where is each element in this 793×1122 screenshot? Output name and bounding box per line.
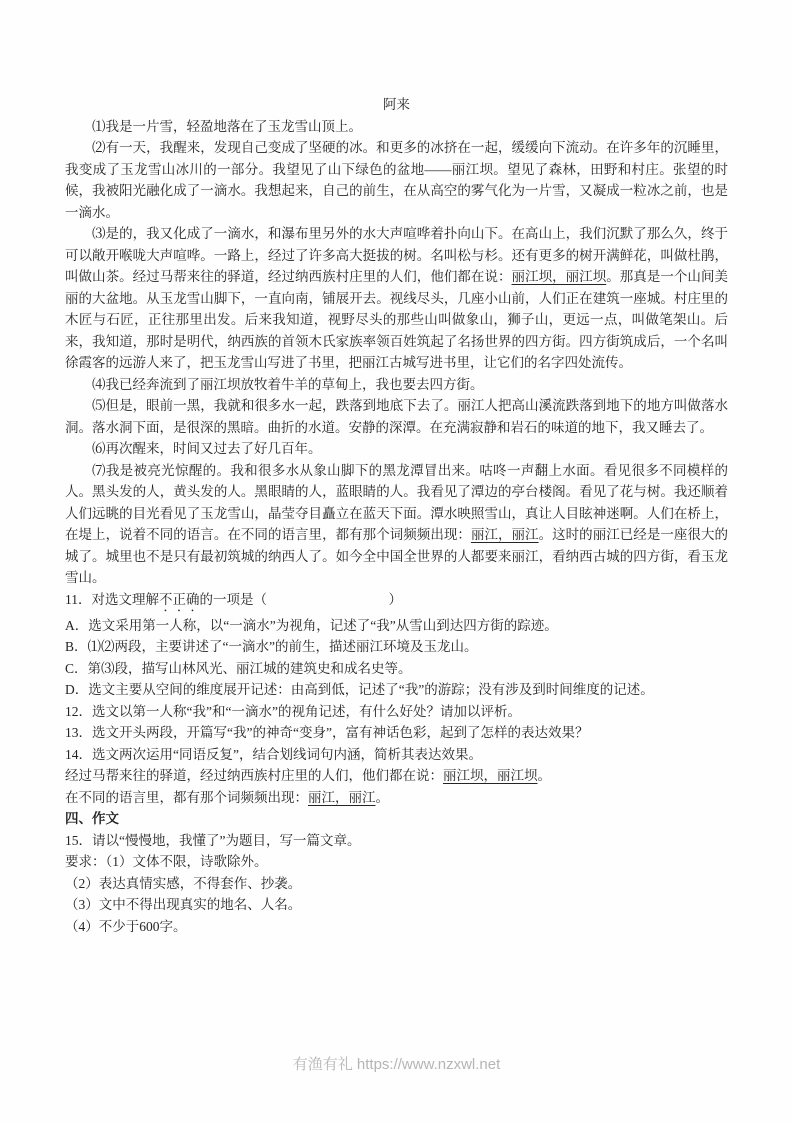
text-run: ⑸但是，眼前一黑，我就和很多水一起，跌落到地底下去了。丽江人把高山溪流跌落到地下的地方叫做落水洞。落水洞下面，是很深的黑暗。曲折的水道。安静的深潭。在充满寂静和岩石的味道的地下，我又睡去了。 [65, 398, 728, 435]
text-run: 12．选文以第一人称“我”和“一滴水”的视角记述，有什么好处？请加以评析。 [65, 703, 521, 719]
choice-C [65, 658, 728, 680]
underlined-phrase: 丽江，丽江 [470, 527, 539, 542]
essay-requirement-2 [65, 873, 728, 895]
text-run: 四、作文 [65, 811, 119, 826]
quoted-line-2 [65, 787, 728, 809]
text-run: D．选文主要从空间的维度展开记述：由高到低，记述了“我”的游踪；没有涉及到时间维度的记述。 [65, 682, 654, 697]
text-run: 13．选文开头两段，开篇写“我”的神奇“变身”，富有神话色彩，起到了怎样的表达效果？ [65, 725, 589, 740]
passage-paragraph-7 [65, 460, 728, 589]
text-run: C．第⑶段，描写山林风光、丽江城的建筑史和成名史等。 [65, 660, 412, 676]
question-13 [65, 722, 728, 744]
text-run: （4）不少于600字。 [65, 918, 187, 934]
text-run: 要求：（1）文体不限，诗歌除外。 [65, 854, 268, 869]
page-footer-watermark: 有渔有礼 https://www.nzxwl.net [292, 1056, 501, 1073]
passage-paragraph-4 [65, 374, 728, 396]
text-run: ⑺我是被亮光惊醒的。我和很多水从象山脚下的黑龙潭冒出来。咕咚一声翻上水面。看见很多不同模样的人。黑头发的人，黄头发的人。黑眼睛的人，蓝眼睛的人。我看见了潭边的亭台楼阁。看见了花与树。我还顺着人们远眺的目光看见了玉龙雪山，晶莹夺目矗立在蓝天下面。潭水映照雪山，真让人目眩神迷啊。人们在桥上，在堤上，说着不同的语言。在不同的语言里，都有那个词频频出现： [65, 462, 728, 542]
text-run: ⑴我是一片雪，轻盈地落在了玉龙雪山顶上。 [92, 118, 362, 134]
choice-B [65, 636, 728, 658]
text-run: 阿来 [383, 97, 410, 112]
passage-paragraph-2 [65, 137, 728, 223]
essay-requirement-3 [65, 894, 728, 916]
emphasis-dotted-phrase: 不正确 [159, 591, 200, 607]
underlined-phrase: 丽江，丽江 [308, 789, 376, 805]
essay-requirement-4 [65, 916, 728, 938]
underlined-phrase: 丽江坝，丽江坝 [511, 269, 607, 284]
text-run: 。 [537, 768, 551, 783]
text-run: ⑹再次醒来，时间又过去了好几百年。 [92, 441, 322, 456]
text-run: ⑷我已经奔流到了丽江坝放牧着牛羊的草甸上，我也要去四方街。 [92, 376, 484, 392]
question-14 [65, 744, 728, 766]
underlined-phrase: 丽江坝，丽江坝 [443, 768, 538, 783]
document-body [65, 94, 728, 937]
text-run: 15．请以“慢慢地，我懂了”为题目，写一篇文章。 [65, 832, 361, 848]
section-heading-essay [65, 808, 728, 830]
text-run: 经过马帮来往的驿道，经过纳西族村庄里的人们，他们都在说： [65, 768, 443, 783]
text-run: B．⑴⑵两段，主要讲述了“一滴水”的前生，描述丽江环境及玉龙山。 [65, 639, 478, 654]
text-run: 。 [375, 789, 389, 805]
text-run: ⑵有一天，我醒来，发现自己变成了坚硬的冰。和更多的冰挤在一起，缓缓向下流动。在许多年的沉睡里，我变成了玉龙雪山冰川的一部分。我望见了山下绿色的盆地——丽江坝。望见了森林，田野和村庄。张望的时候，我被阳光融化成了一滴水。我想起来，自己的前生，在从高空的雾气化为一片雪，又凝成一粒冰之前，也是一滴水。 [65, 140, 728, 220]
text-run: 14．选文两次运用“同语反复”，结合划线词句内涵，简析其表达效果。 [65, 746, 482, 762]
question-15 [65, 830, 728, 852]
passage-paragraph-6 [65, 438, 728, 460]
passage-paragraph-5 [65, 395, 728, 438]
question-11 [65, 589, 728, 615]
text-run: （2）表达真情实感，不得套作、抄袭。 [65, 875, 302, 891]
text-run: 在不同的语言里，都有那个词频频出现： [65, 789, 308, 805]
choice-A [65, 615, 728, 637]
question-12 [65, 701, 728, 723]
essay-requirement-1 [65, 851, 728, 873]
text-run: ⑶是的，我又化成了一滴水，和瀑布里另外的水大声喧哗着扑向山下。在高山上，我们沉默了那么久，终于可以敞开喉咙大声喧哗。一路上，经过了许多高大挺拔的树。名叫松与杉。还有更多的树开满鲜花，叫做杜鹃，叫做山茶。经过马帮来往的驿道，经过纳西族村庄里的人们，他们都在说： [65, 226, 728, 284]
text-run: （3）文中不得出现真实的地名、人名。 [65, 897, 302, 912]
text-run: 。那真是一个山间美丽的大盆地。从玉龙雪山脚下，一直向南，铺展开去。视线尽头，几座小山前，人们正在建筑一座城。村庄里的木匠与石匠，正往那里出发。后来我知道，视野尽头的那些山叫做象山，狮子山，更远一点，叫做笔架山。后来，我知道，那时是明代，纳西族的首领木氏家族率领百姓筑起了名扬世界的四方街。四方街筑成后，一个名叫徐霞客的远游人来了，把玉龙雪山写进了书里，把丽江古城写进书里，让它们的名字四处流传。 [65, 269, 728, 370]
author-name [65, 94, 728, 116]
text-run: 。这时的丽江已经是一座很大的城了。城里也不是只有最初筑城的纳西人了。如今全中国全世界的人都要来丽江，看纳西古城的四方街，看玉龙雪山。 [65, 527, 728, 585]
text-run: A．选文采用第一人称，以“一滴水”为视角，记述了“我”从雪山到达四方街的踪迹。 [65, 617, 558, 633]
passage-paragraph-1 [65, 116, 728, 138]
text-run: 的一项是（ ） [199, 591, 402, 607]
quoted-line-1 [65, 765, 728, 787]
choice-D [65, 679, 728, 701]
passage-paragraph-3 [65, 223, 728, 374]
text-run: 11．对选文理解 [65, 591, 159, 607]
